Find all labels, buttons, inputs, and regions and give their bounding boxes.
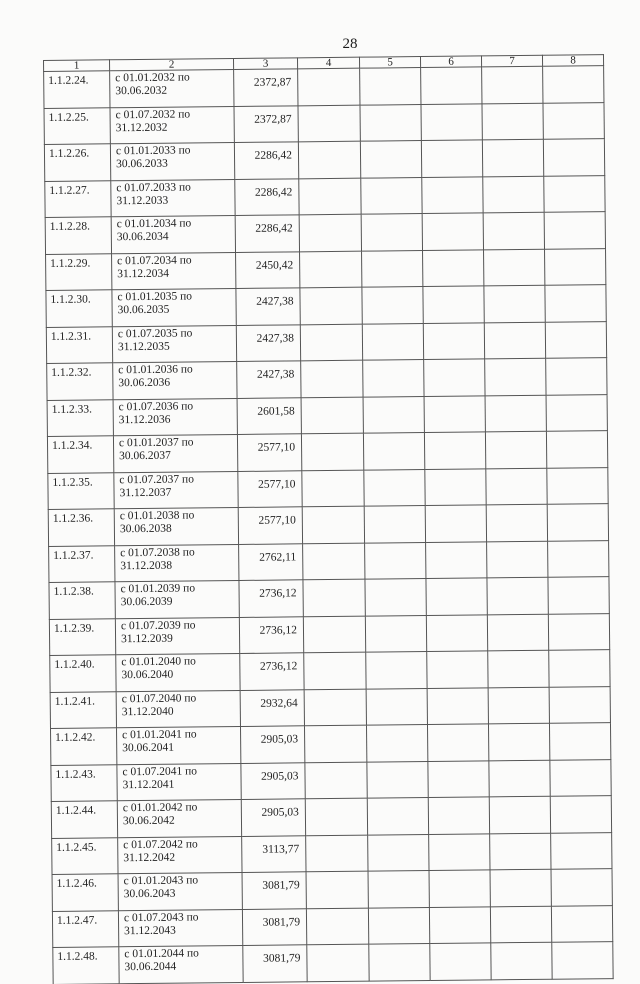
empty-cell-col-7 bbox=[487, 577, 548, 614]
row-number-cell: 1.1.2.41. bbox=[50, 691, 116, 728]
table-row bbox=[47, 358, 607, 400]
empty-cell-col-4 bbox=[299, 214, 361, 251]
empty-cell-col-4 bbox=[305, 762, 367, 799]
empty-cell-col-6 bbox=[429, 906, 490, 943]
period-cell: с 01.07.2034 по 31.12.2034 bbox=[112, 252, 236, 290]
row-number-cell: 1.1.2.30. bbox=[46, 290, 112, 327]
value-cell: 2577,10 bbox=[238, 470, 302, 507]
empty-cell-col-4 bbox=[304, 652, 366, 689]
empty-cell-col-7 bbox=[488, 723, 549, 760]
empty-cell-col-7 bbox=[485, 395, 546, 432]
empty-cell-col-4 bbox=[306, 871, 368, 908]
value-cell: 2736,12 bbox=[240, 653, 304, 690]
empty-cell-col-4 bbox=[302, 470, 364, 507]
empty-cell-col-7 bbox=[490, 833, 551, 870]
empty-cell-col-4 bbox=[303, 543, 365, 580]
empty-cell-col-4 bbox=[304, 689, 366, 726]
empty-cell-col-7 bbox=[490, 906, 551, 943]
table-row bbox=[46, 285, 606, 327]
row-number-cell: 1.1.2.27. bbox=[45, 180, 111, 217]
empty-cell-col-5 bbox=[364, 506, 425, 543]
empty-cell-col-5 bbox=[367, 761, 428, 798]
period-cell: с 01.07.2041 по 31.12.2041 bbox=[117, 763, 241, 801]
row-number-cell: 1.1.2.45. bbox=[52, 837, 118, 874]
empty-cell-col-6 bbox=[424, 432, 485, 469]
tariff-table-wrapper bbox=[43, 54, 614, 984]
empty-cell-col-7 bbox=[484, 285, 545, 322]
value-cell: 2427,38 bbox=[236, 288, 300, 325]
period-cell: с 01.01.2042 по 30.06.2042 bbox=[117, 799, 241, 837]
empty-cell-col-8 bbox=[551, 832, 612, 869]
empty-cell-col-8 bbox=[547, 467, 608, 504]
empty-cell-col-4 bbox=[306, 908, 368, 945]
empty-cell-col-8 bbox=[546, 358, 607, 395]
table-row bbox=[50, 650, 610, 692]
empty-cell-col-4 bbox=[307, 944, 369, 981]
period-cell: с 01.07.2032 по 31.12.2032 bbox=[110, 106, 234, 144]
period-cell: с 01.01.2038 по 30.06.2038 bbox=[114, 507, 238, 545]
empty-cell-col-6 bbox=[424, 395, 485, 432]
empty-cell-col-6 bbox=[427, 687, 488, 724]
empty-cell-col-8 bbox=[551, 905, 612, 942]
empty-cell-col-5 bbox=[360, 141, 421, 178]
empty-cell-col-7 bbox=[483, 176, 544, 213]
column-header-7: 7 bbox=[481, 55, 542, 67]
empty-cell-col-4 bbox=[298, 68, 360, 105]
row-number-cell: 1.1.2.34. bbox=[47, 436, 113, 473]
empty-cell-col-4 bbox=[298, 105, 360, 142]
table-row bbox=[45, 175, 605, 217]
row-number-cell: 1.1.2.37. bbox=[49, 545, 115, 582]
period-cell: с 01.01.2035 по 30.06.2035 bbox=[112, 288, 236, 326]
empty-cell-col-5 bbox=[369, 943, 430, 980]
row-number-cell: 1.1.2.35. bbox=[48, 472, 114, 509]
empty-cell-col-4 bbox=[301, 360, 363, 397]
empty-cell-col-5 bbox=[366, 688, 427, 725]
empty-cell-col-8 bbox=[548, 613, 609, 650]
empty-cell-col-5 bbox=[362, 323, 423, 360]
empty-cell-col-7 bbox=[489, 760, 550, 797]
empty-cell-col-7 bbox=[482, 66, 543, 103]
table-row bbox=[52, 905, 612, 947]
empty-cell-col-7 bbox=[486, 504, 547, 541]
table-row bbox=[51, 759, 611, 801]
value-cell: 3081,79 bbox=[242, 872, 306, 909]
empty-cell-col-4 bbox=[306, 835, 368, 872]
empty-cell-col-7 bbox=[491, 942, 552, 979]
empty-cell-col-5 bbox=[363, 433, 424, 470]
empty-cell-col-6 bbox=[426, 614, 487, 651]
value-cell: 2736,12 bbox=[239, 580, 303, 617]
empty-cell-col-5 bbox=[362, 250, 423, 287]
table-body bbox=[44, 66, 614, 984]
period-cell: с 01.07.2039 по 31.12.2039 bbox=[115, 617, 239, 655]
value-cell: 2577,10 bbox=[238, 507, 302, 544]
empty-cell-col-6 bbox=[429, 870, 490, 907]
empty-cell-col-6 bbox=[429, 833, 490, 870]
empty-cell-col-5 bbox=[361, 177, 422, 214]
empty-cell-col-6 bbox=[422, 213, 483, 250]
value-cell: 3081,79 bbox=[242, 908, 306, 945]
empty-cell-col-8 bbox=[545, 321, 606, 358]
value-cell: 2736,12 bbox=[239, 616, 303, 653]
value-cell: 2427,38 bbox=[237, 361, 301, 398]
period-cell: с 01.07.2043 по 31.12.2043 bbox=[118, 909, 242, 947]
empty-cell-col-4 bbox=[299, 178, 361, 215]
empty-cell-col-6 bbox=[423, 286, 484, 323]
period-cell: с 01.01.2039 по 30.06.2039 bbox=[115, 580, 239, 618]
empty-cell-col-8 bbox=[543, 139, 604, 176]
period-cell: с 01.07.2035 по 31.12.2035 bbox=[112, 325, 236, 363]
table-row bbox=[53, 942, 613, 984]
row-number-cell: 1.1.2.33. bbox=[47, 399, 113, 436]
row-number-cell: 1.1.2.43. bbox=[51, 764, 117, 801]
empty-cell-col-5 bbox=[368, 834, 429, 871]
value-cell: 2372,87 bbox=[234, 69, 298, 106]
empty-cell-col-7 bbox=[487, 614, 548, 651]
empty-cell-col-8 bbox=[544, 175, 605, 212]
empty-cell-col-4 bbox=[302, 506, 364, 543]
row-number-cell: 1.1.2.25. bbox=[44, 107, 110, 144]
column-header-1: 1 bbox=[44, 60, 110, 72]
table-row bbox=[46, 321, 606, 363]
page-number: 28 bbox=[342, 36, 358, 52]
empty-cell-col-7 bbox=[489, 796, 550, 833]
empty-cell-col-7 bbox=[484, 322, 545, 359]
empty-cell-col-6 bbox=[421, 67, 482, 104]
empty-cell-col-6 bbox=[423, 249, 484, 286]
empty-cell-col-8 bbox=[543, 66, 604, 103]
column-header-6: 6 bbox=[420, 56, 481, 68]
column-header-2: 2 bbox=[110, 59, 234, 71]
empty-cell-col-6 bbox=[422, 176, 483, 213]
empty-cell-col-8 bbox=[549, 686, 610, 723]
empty-cell-col-7 bbox=[482, 103, 543, 140]
table-row bbox=[49, 613, 609, 655]
empty-cell-col-7 bbox=[488, 650, 549, 687]
empty-cell-col-5 bbox=[366, 652, 427, 689]
empty-cell-col-5 bbox=[365, 542, 426, 579]
empty-cell-col-8 bbox=[550, 759, 611, 796]
row-number-cell: 1.1.2.36. bbox=[48, 509, 114, 546]
empty-cell-col-7 bbox=[483, 212, 544, 249]
table-row bbox=[45, 212, 605, 254]
empty-cell-col-5 bbox=[360, 104, 421, 141]
empty-cell-col-5 bbox=[368, 907, 429, 944]
value-cell: 2577,10 bbox=[237, 434, 301, 471]
empty-cell-col-8 bbox=[545, 248, 606, 285]
table-row bbox=[52, 832, 612, 874]
row-number-cell: 1.1.2.32. bbox=[47, 363, 113, 400]
empty-cell-col-8 bbox=[548, 577, 609, 614]
value-cell: 2450,42 bbox=[236, 251, 300, 288]
empty-cell-col-7 bbox=[490, 869, 551, 906]
table-row bbox=[48, 467, 608, 509]
value-cell: 2286,42 bbox=[235, 215, 299, 252]
empty-cell-col-7 bbox=[487, 541, 548, 578]
row-number-cell: 1.1.2.44. bbox=[51, 801, 117, 838]
column-header-3: 3 bbox=[233, 58, 297, 70]
period-cell: с 01.01.2041 по 30.06.2041 bbox=[116, 726, 240, 764]
empty-cell-col-6 bbox=[425, 505, 486, 542]
empty-cell-col-8 bbox=[544, 212, 605, 249]
row-number-cell: 1.1.2.38. bbox=[49, 582, 115, 619]
empty-cell-col-6 bbox=[424, 359, 485, 396]
period-cell: с 01.07.2037 по 31.12.2037 bbox=[114, 471, 238, 509]
period-cell: с 01.01.2036 по 30.06.2036 bbox=[113, 361, 237, 399]
empty-cell-col-5 bbox=[367, 798, 428, 835]
empty-cell-col-5 bbox=[365, 579, 426, 616]
empty-cell-col-8 bbox=[546, 431, 607, 468]
row-number-cell: 1.1.2.42. bbox=[51, 728, 117, 765]
value-cell: 2905,03 bbox=[241, 762, 305, 799]
empty-cell-col-8 bbox=[543, 102, 604, 139]
value-cell: 3081,79 bbox=[243, 945, 307, 982]
period-cell: с 01.01.2044 по 30.06.2044 bbox=[119, 945, 243, 983]
table-row bbox=[46, 248, 606, 290]
empty-cell-col-5 bbox=[361, 214, 422, 251]
empty-cell-col-4 bbox=[303, 579, 365, 616]
empty-cell-col-4 bbox=[301, 433, 363, 470]
row-number-cell: 1.1.2.47. bbox=[52, 910, 118, 947]
period-cell: с 01.07.2038 по 31.12.2038 bbox=[115, 544, 239, 582]
value-cell: 2286,42 bbox=[234, 142, 298, 179]
empty-cell-col-8 bbox=[550, 796, 611, 833]
empty-cell-col-4 bbox=[300, 251, 362, 288]
empty-cell-col-7 bbox=[484, 249, 545, 286]
value-cell: 2427,38 bbox=[236, 324, 300, 361]
column-header-5: 5 bbox=[359, 57, 420, 69]
row-number-cell: 1.1.2.39. bbox=[49, 618, 115, 655]
value-cell: 2905,03 bbox=[241, 799, 305, 836]
empty-cell-col-5 bbox=[363, 360, 424, 397]
period-cell: с 01.07.2036 по 31.12.2036 bbox=[113, 398, 237, 436]
empty-cell-col-7 bbox=[485, 358, 546, 395]
empty-cell-col-8 bbox=[546, 394, 607, 431]
empty-cell-col-4 bbox=[305, 798, 367, 835]
empty-cell-col-6 bbox=[426, 541, 487, 578]
table-row bbox=[47, 431, 607, 473]
value-cell: 2372,87 bbox=[234, 105, 298, 142]
empty-cell-col-7 bbox=[488, 687, 549, 724]
empty-cell-col-6 bbox=[425, 468, 486, 505]
row-number-cell: 1.1.2.40. bbox=[50, 655, 116, 692]
empty-cell-col-6 bbox=[427, 651, 488, 688]
row-number-cell: 1.1.2.29. bbox=[46, 253, 112, 290]
period-cell: с 01.07.2042 по 31.12.2042 bbox=[118, 836, 242, 874]
empty-cell-col-4 bbox=[300, 287, 362, 324]
empty-cell-col-4 bbox=[298, 141, 360, 178]
table-row bbox=[44, 139, 604, 181]
empty-cell-col-7 bbox=[486, 468, 547, 505]
period-cell: с 01.01.2043 по 30.06.2043 bbox=[118, 872, 242, 910]
table-row bbox=[49, 540, 609, 582]
row-number-cell: 1.1.2.28. bbox=[45, 217, 111, 254]
value-cell: 2932,64 bbox=[240, 689, 304, 726]
row-number-cell: 1.1.2.24. bbox=[44, 71, 110, 108]
empty-cell-col-5 bbox=[368, 871, 429, 908]
empty-cell-col-5 bbox=[364, 469, 425, 506]
empty-cell-col-6 bbox=[421, 103, 482, 140]
empty-cell-col-5 bbox=[363, 396, 424, 433]
empty-cell-col-8 bbox=[552, 942, 613, 979]
empty-cell-col-8 bbox=[549, 650, 610, 687]
table-row bbox=[50, 686, 610, 728]
empty-cell-col-7 bbox=[485, 431, 546, 468]
empty-cell-col-7 bbox=[482, 139, 543, 176]
period-cell: с 01.07.2033 по 31.12.2033 bbox=[111, 179, 235, 217]
empty-cell-col-4 bbox=[301, 397, 363, 434]
empty-cell-col-5 bbox=[362, 287, 423, 324]
row-number-cell: 1.1.2.48. bbox=[53, 947, 119, 984]
value-cell: 3113,77 bbox=[242, 835, 306, 872]
row-number-cell: 1.1.2.26. bbox=[44, 144, 110, 181]
value-cell: 2905,03 bbox=[240, 726, 304, 763]
empty-cell-col-4 bbox=[303, 616, 365, 653]
empty-cell-col-6 bbox=[427, 724, 488, 761]
empty-cell-col-5 bbox=[365, 615, 426, 652]
period-cell: с 01.01.2034 по 30.06.2034 bbox=[111, 215, 235, 253]
value-cell: 2286,42 bbox=[235, 178, 299, 215]
table-row bbox=[51, 723, 611, 765]
column-header-4: 4 bbox=[297, 57, 359, 69]
table-row bbox=[44, 102, 604, 144]
empty-cell-col-4 bbox=[304, 725, 366, 762]
empty-cell-col-6 bbox=[423, 322, 484, 359]
tariff-table bbox=[43, 54, 614, 984]
empty-cell-col-6 bbox=[428, 797, 489, 834]
period-cell: с 01.07.2040 по 31.12.2040 bbox=[116, 690, 240, 728]
empty-cell-col-6 bbox=[421, 140, 482, 177]
empty-cell-col-8 bbox=[551, 869, 612, 906]
table-row bbox=[44, 66, 604, 108]
empty-cell-col-8 bbox=[547, 504, 608, 541]
empty-cell-col-6 bbox=[426, 578, 487, 615]
period-cell: с 01.01.2040 по 30.06.2040 bbox=[116, 653, 240, 691]
empty-cell-col-5 bbox=[360, 68, 421, 105]
value-cell: 2601,58 bbox=[237, 397, 301, 434]
empty-cell-col-8 bbox=[548, 540, 609, 577]
column-header-8: 8 bbox=[542, 55, 603, 67]
period-cell: с 01.01.2033 по 30.06.2033 bbox=[110, 143, 234, 181]
empty-cell-col-6 bbox=[430, 943, 491, 980]
row-number-cell: 1.1.2.31. bbox=[46, 326, 112, 363]
empty-cell-col-8 bbox=[549, 723, 610, 760]
table-row bbox=[51, 796, 611, 838]
table-row bbox=[47, 394, 607, 436]
empty-cell-col-6 bbox=[428, 760, 489, 797]
value-cell: 2762,11 bbox=[239, 543, 303, 580]
period-cell: с 01.01.2032 по 30.06.2032 bbox=[110, 70, 234, 108]
empty-cell-col-8 bbox=[545, 285, 606, 322]
table-row bbox=[49, 577, 609, 619]
row-number-cell: 1.1.2.46. bbox=[52, 874, 118, 911]
table-row bbox=[48, 504, 608, 546]
period-cell: с 01.01.2037 по 30.06.2037 bbox=[113, 434, 237, 472]
empty-cell-col-4 bbox=[300, 324, 362, 361]
empty-cell-col-5 bbox=[366, 725, 427, 762]
